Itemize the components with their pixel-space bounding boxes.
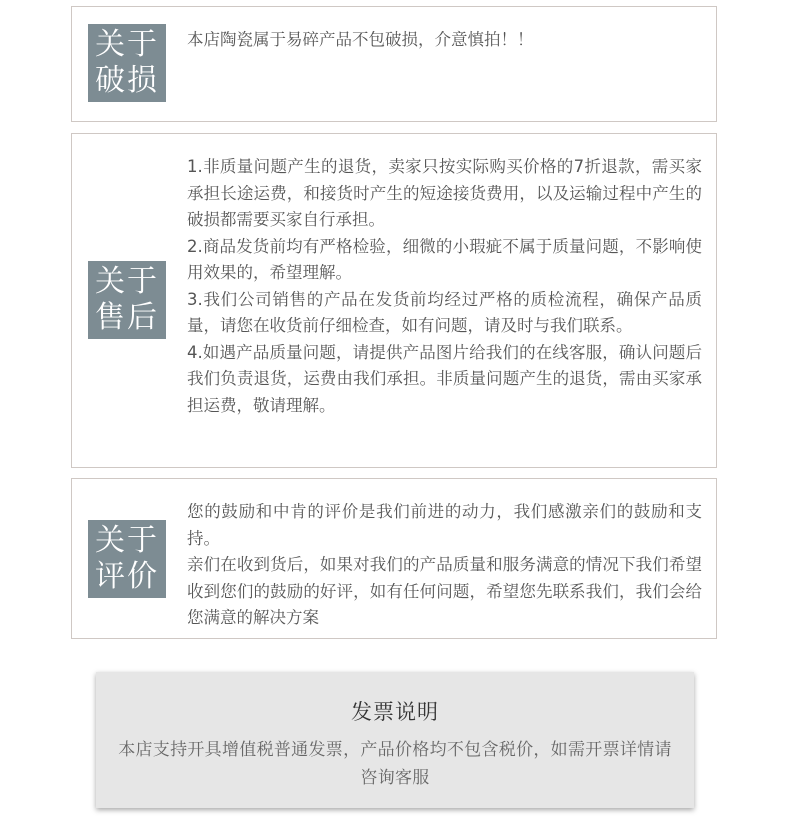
paragraph: 您的鼓励和中肯的评价是我们前进的动力，我们感激亲们的鼓励和支持。 [187,502,702,548]
invoice-text: 本店支持开具增值税普通发票，产品价格均不包含税价，如需开票详情请咨询客服 [118,740,672,788]
damage-policy-panel [71,6,717,122]
after-sales-tag [88,261,166,339]
damage-policy-text [187,27,702,54]
after-sales-panel [71,133,717,468]
tag-line-2: 评价 [95,559,159,594]
tag-line-1: 关于 [95,27,159,62]
tag-line-2: 破损 [95,63,159,98]
damage-policy-tag [88,24,166,102]
after-sales-text [187,154,702,419]
review-text [187,499,702,632]
tag-line-1: 关于 [95,523,159,558]
paragraph: 2.商品发货前均有严格检验，细微的小瑕疵不属于质量问题，不影响使用效果的，希望理解。 [187,236,702,282]
invoice-notice-box [96,672,694,808]
tag-line-2: 售后 [95,300,159,335]
paragraph: 1.非质量问题产生的退货，卖家只按实际购买价格的7折退款，需买家承担长途运费，和接货时产生的短途接货费用，以及运输过程中产生的破损都需要买家自行承担。 [187,157,702,229]
paragraph: 本店陶瓷属于易碎产品不包破损，介意慎拍！！ [187,30,534,49]
review-panel [71,478,717,639]
paragraph: 3.我们公司销售的产品在发货前均经过严格的质检流程，确保产品质量，请您在收货前仔细检查，如有问题，请及时与我们联系。 [187,289,702,335]
paragraph: 4.如遇产品质量问题，请提供产品图片给我们的在线客服，确认问题后我们负责退货，运费由我们承担。非质量问题产生的退货，需由买家承担运费，敬请理解。 [187,342,702,415]
review-tag [88,520,166,598]
paragraph: 亲们在收到货后，如果对我们的产品质量和服务满意的情况下我们希望收到您们的鼓励的好评，如有任何问题，希望您先联系我们，我们会给您满意的解决方案 [187,555,702,627]
invoice-title: 发票说明 [351,700,439,724]
tag-line-1: 关于 [95,264,159,299]
